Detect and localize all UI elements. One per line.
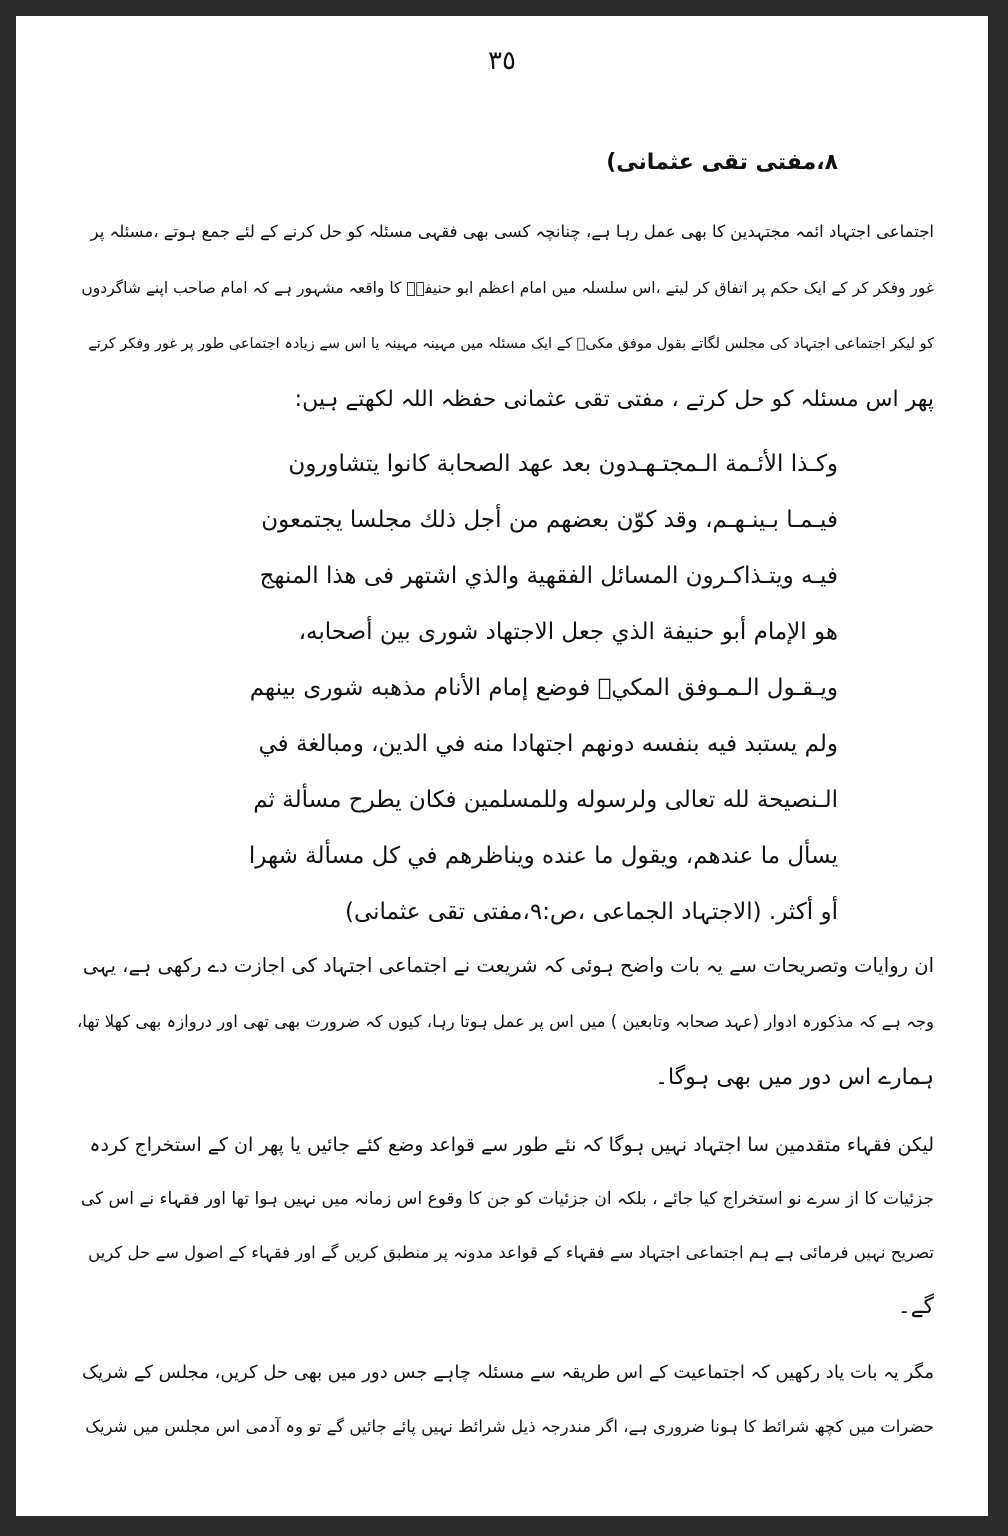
- para1-line: اجتماعی اجتہاد ائمہ مجتہدین کا بھی عمل رہا ہے، چنانچہ کسی بھی فقہی مسئلہ کو حل کرنے کے لئے جمع ہوتے ،مسئلہ پر: [90, 222, 934, 241]
- para2-line: وجہ ہے کہ مذکورہ ادوار (عہد صحابہ وتابعین ) میں اس پر عمل ہوتا رہا، کیوں کہ ضرورت بھی تھی اور دروازہ بھی کھلا تھا،: [76, 1012, 934, 1031]
- para4-line: حضرات میں کچھ شرائط کا ہونا ضروری ہے، اگر مندرجہ ذیل شرائط نہیں پائے جائیں گے تو وہ آدمی اس مجلس میں شریک: [85, 1417, 934, 1436]
- arabic-quotation: [218, 436, 838, 940]
- paragraph-3: [70, 1118, 934, 1334]
- para3-line: تصریح نہیں فرمائی ہے ہم اجتماعی اجتہاد سے فقہاء کے قواعد مدونہ پر منطبق کریں گے اور فقہاء کے اصول سے حل کریں: [88, 1243, 934, 1262]
- paragraph-2: [70, 938, 934, 1106]
- document-page: [16, 16, 988, 1516]
- para3-line: لیکن فقہاء متقدمین سا اجتہاد نہیں ہوگا کہ نئے طور سے قواعد وضع کئے جائیں یا پھر ان کے استخراج کردہ: [89, 1134, 934, 1156]
- quote-line: ويـقـول الـمـوفق المكيؒ فوضع إمام الأنام مذهبه شورى بينهم: [249, 675, 838, 701]
- para2-line: ہمارے اس دور میں بھی ہوگا۔: [655, 1065, 934, 1090]
- quote-line: يسأل ما عندهم، ويقول ما عنده ويناظرهم في كل مسألة شهرا: [248, 843, 838, 869]
- para3-line: جزئیات کا از سرے نو استخراج کیا جائے ، بلکہ ان جزئیات کو جن کا وقوع اس زمانہ میں نہیں ہوا تھا اور فقہاء نے اس کی: [80, 1189, 934, 1209]
- quote-line: فيـه ويتـذاكـرون المسائل الفقهية والذي اشتهر فى هذا المنهج: [259, 563, 838, 589]
- para4-line: مگر یہ بات یاد رکھیں کہ اجتماعیت کے اس طریقہ سے مسئلہ چاہے جس دور میں بھی حل کریں، مجلس کے شریک: [81, 1362, 934, 1383]
- quote-line: أو أكثر. (الاجتہاد الجماعی ،ص:۹،مفتی تقی عثمانی): [344, 899, 838, 925]
- paragraph-1: [70, 204, 934, 428]
- quote-line: ولم يستبد فيه بنفسه دونهم اجتهادا منه في الدين، ومبالغة في: [258, 731, 838, 757]
- page-number: ٣٥: [488, 46, 516, 76]
- para2-line: ان روایات وتصریحات سے یہ بات واضح ہوئی کہ شریعت نے اجتماعی اجتہاد کی اجازت دے رکھی ہے، یہی: [82, 954, 934, 977]
- quote-line: هو الإمام أبو حنيفة الذي جعل الاجتهاد شورى بين أصحابه،: [298, 619, 838, 645]
- quote-line: الـنصيحة لله تعالى ولرسوله وللمسلمين فكان يطرح مسألة ثم: [253, 787, 838, 813]
- para1-line: غور وفکر کر کے ایک حکم پر اتفاق کر لیتے ،اس سلسلہ میں امام اعظم ابو حنیفہؒ کا واقعہ مشہور ہے کہ امام صاحب اپنے شاگردوں: [81, 279, 934, 297]
- section-heading: ۸،مفتی تقی عثمانی): [606, 150, 838, 175]
- quote-line: فيـمـا بـينـهـم، وقد كوّن بعضهم من أجل ذلك مجلسا يجتمعون: [261, 507, 838, 533]
- para3-line: گے۔: [897, 1294, 934, 1319]
- paragraph-4: [70, 1346, 934, 1454]
- quote-line: وكـذا الأئـمة الـمجتـهـدون بعد عهد الصحابة كانوا يتشاورون: [288, 451, 838, 477]
- para1-line: کو لیکر اجتماعی اجتہاد کی مجلس لگاتے بقول موفق مکیؒ کے ایک مسئلہ میں مہینہ مہینہ یا اس سے زیادہ اجتماعی طور پر غور وفکر کرتے: [88, 336, 934, 352]
- para1-line: پھر اس مسئلہ کو حل کرتے ، مفتی تقی عثمانی حفظہ اللہ لکھتے ہیں:: [294, 387, 934, 412]
